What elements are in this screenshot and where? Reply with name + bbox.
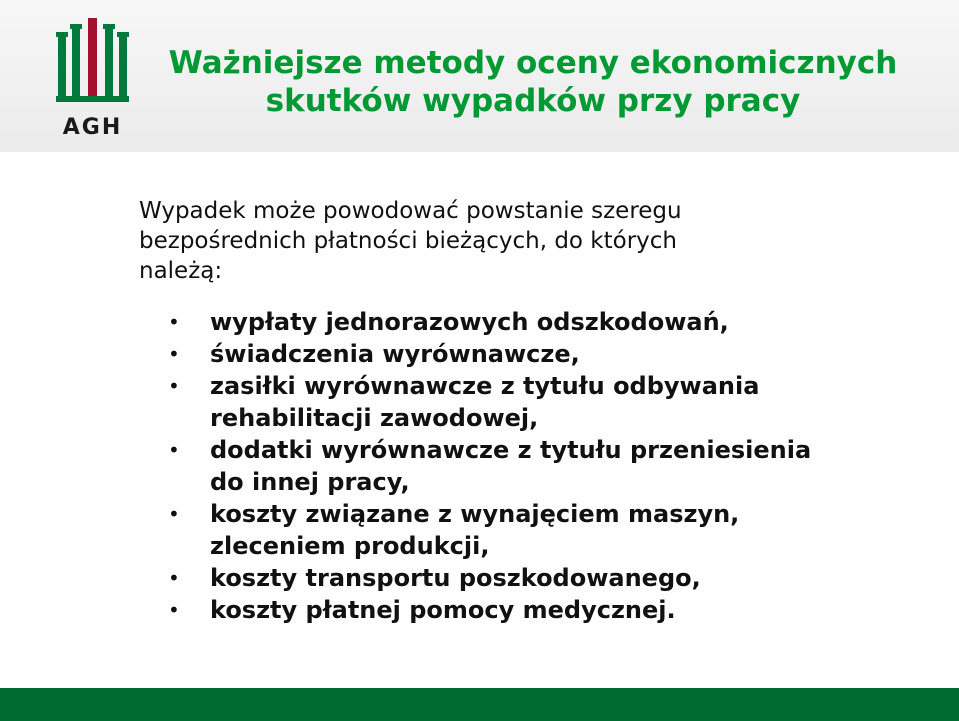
logo-center-bar	[88, 18, 97, 96]
agh-logo	[56, 18, 132, 140]
logo-pillar-right-cap	[117, 32, 129, 37]
bullet-text: dodatki wyrównawcze z tytułu przeniesienia	[210, 436, 812, 464]
bullet-icon: •	[168, 598, 180, 622]
title-line: skutków wypadków przy pracy	[265, 83, 801, 119]
bullet-icon: •	[168, 566, 180, 590]
bullet-icon: •	[168, 502, 180, 526]
bullet-text-continuation: zleceniem produkcji,	[210, 532, 490, 560]
bullet-item	[168, 594, 928, 626]
bullet-text: koszty związane z wynajęciem maszyn,	[210, 500, 740, 528]
bullet-item	[168, 434, 928, 498]
title-line: Ważniejsze metody oceny ekonomicznych	[168, 45, 898, 81]
logo-pillar-inner-right	[105, 28, 113, 96]
bullet-item	[168, 370, 928, 434]
bullet-text: świadczenia wyrównawcze,	[210, 340, 580, 368]
bullet-icon: •	[168, 342, 180, 366]
logo-base	[56, 96, 129, 102]
bullet-item	[168, 338, 928, 370]
logo-text: AGH	[62, 115, 123, 140]
logo-pillar-inner-right-cap	[103, 24, 115, 29]
bullet-item	[168, 498, 928, 562]
bullet-text-continuation: rehabilitacji zawodowej,	[210, 404, 539, 432]
logo-pillar-left	[58, 36, 66, 96]
bullet-text: koszty transportu poszkodowanego,	[210, 564, 701, 592]
bullet-list	[168, 306, 928, 626]
bullet-item	[168, 562, 928, 594]
bullet-text: koszty płatnej pomocy medycznej.	[210, 596, 676, 624]
bullet-icon: •	[168, 438, 180, 462]
logo-pillar-right	[119, 36, 127, 96]
slide-title	[148, 44, 918, 120]
intro-line: bezpośrednich płatności bieżących, do których	[139, 228, 677, 254]
logo-pillar-left-cap	[56, 32, 68, 37]
bullet-text: wypłaty jednorazowych odszkodowań,	[210, 308, 729, 336]
bullet-text: zasiłki wyrównawcze z tytułu odbywania	[210, 372, 760, 400]
bullet-icon: •	[168, 310, 180, 334]
intro-paragraph	[139, 196, 919, 286]
intro-line: należą:	[139, 258, 223, 284]
slide-header	[0, 0, 959, 152]
logo-pillar-inner-left	[72, 28, 80, 96]
intro-line: Wypadek może powodować powstanie szeregu	[139, 198, 682, 224]
logo-pillar-inner-left-cap	[70, 24, 82, 29]
bullet-icon: •	[168, 374, 180, 398]
footer-bar	[0, 688, 959, 721]
bullet-text-continuation: do innej pracy,	[210, 468, 410, 496]
bullet-item	[168, 306, 928, 338]
